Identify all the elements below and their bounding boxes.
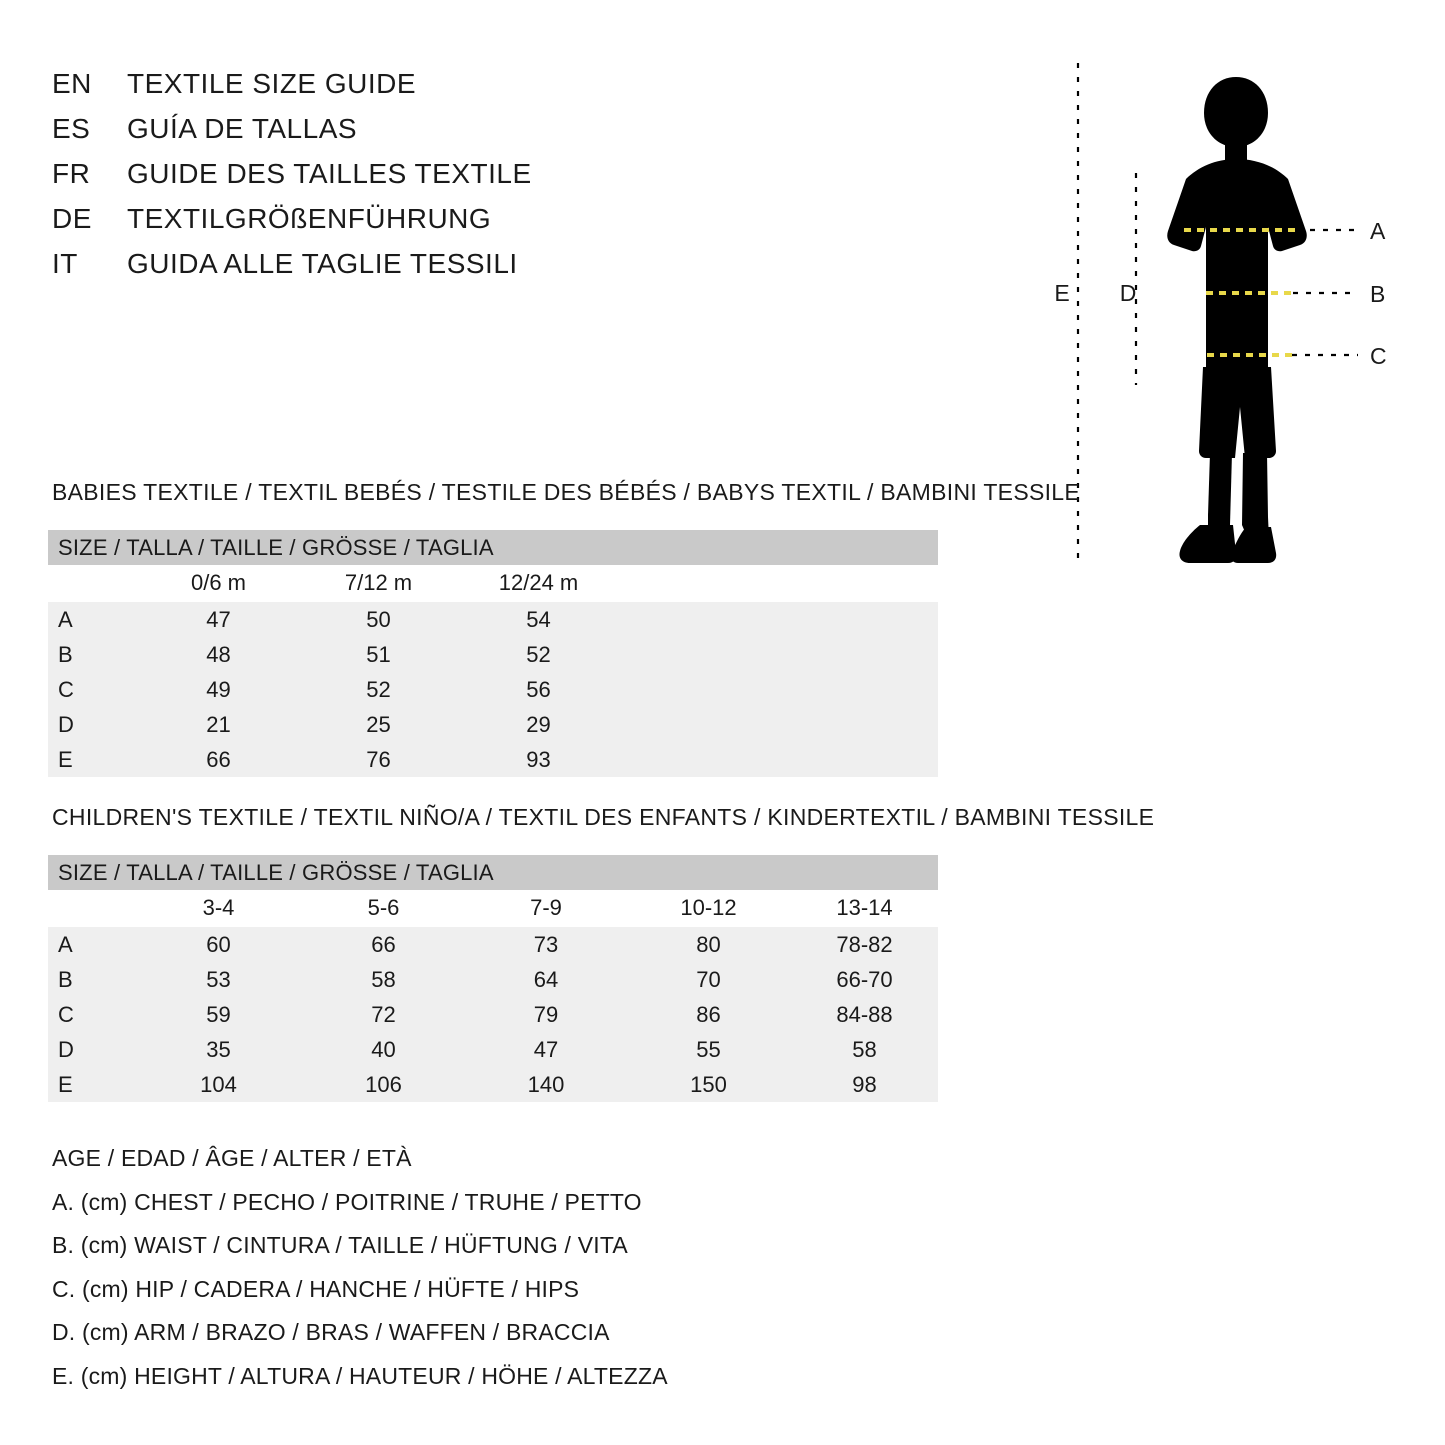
table-sizes-row: [48, 890, 938, 927]
cell-value: 51: [301, 637, 456, 672]
table-row: [48, 742, 938, 777]
table-row: [48, 602, 938, 637]
row-label: D: [48, 707, 136, 742]
cell-value: 58: [301, 962, 466, 997]
legend-line-hip: C. (cm) HIP / CADERA / HANCHE / HÜFTE / HIPS: [52, 1275, 580, 1302]
cell-value: 25: [301, 707, 456, 742]
table-row: [48, 637, 938, 672]
row-label: A: [48, 602, 136, 637]
cell-value: 52: [301, 672, 456, 707]
cell-value: 150: [626, 1067, 791, 1102]
legend-line-waist: B. (cm) WAIST / CINTURA / TAILLE / HÜFTUNG / VITA: [52, 1232, 628, 1258]
children-size-table: [48, 855, 938, 1102]
cell-value: 52: [456, 637, 621, 672]
cell-value: 104: [136, 1067, 301, 1102]
language-row: [52, 248, 672, 293]
babies-size-col-1: 7/12 m: [301, 565, 456, 602]
language-title: TEXTILE SIZE GUIDE: [127, 68, 417, 99]
cell-value: 53: [136, 962, 301, 997]
language-code: DE: [52, 203, 92, 234]
marker-label-d: D: [1119, 280, 1137, 306]
legend-line-height: E. (cm) HEIGHT / ALTURA / HAUTEUR / HÖHE / ALTEZZA: [52, 1362, 668, 1389]
cell-value: 140: [466, 1067, 626, 1102]
language-row: [52, 158, 672, 203]
corner-cell: [48, 565, 136, 602]
language-code: ES: [52, 113, 91, 144]
legend-line-arm: D. (cm) ARM / BRAZO / BRAS / WAFFEN / BRACCIA: [52, 1319, 610, 1345]
cell-value: 66: [136, 742, 301, 777]
cell-value: 54: [456, 602, 621, 637]
body-measurement-diagram: [1040, 55, 1420, 575]
cell-value: 29: [456, 707, 621, 742]
cell-value: 40: [301, 1032, 466, 1067]
cell-value: 76: [301, 742, 456, 777]
row-label: E: [48, 742, 136, 777]
language-title: GUIDE DES TAILLES TEXTILE: [127, 158, 532, 189]
table-row: [48, 707, 938, 742]
cell-value: 98: [791, 1067, 938, 1102]
cell-value: 79: [466, 997, 626, 1032]
cell-value: 80: [626, 927, 791, 962]
babies-size-col-2: 12/24 m: [456, 565, 621, 602]
language-row: [52, 68, 672, 113]
cell-value: 47: [136, 602, 301, 637]
children-section-title: CHILDREN'S TEXTILE / TEXTIL NIÑO/A / TEXTIL DES ENFANTS / KINDERTEXTIL / BAMBINI TESSILE: [52, 804, 1155, 830]
cell-value: 35: [136, 1032, 301, 1067]
cell-value: 66: [301, 927, 466, 962]
marker-label-b: B: [1370, 281, 1386, 307]
spacer-cell: [621, 672, 938, 707]
table-sizes-row: [48, 565, 938, 602]
table-header-row: [48, 855, 938, 890]
spacer-cell: [621, 637, 938, 672]
cell-value: 93: [456, 742, 621, 777]
spacer-cell: [621, 742, 938, 777]
cell-value: 66-70: [791, 962, 938, 997]
language-title: TEXTILGRÖßENFÜHRUNG: [127, 203, 492, 234]
babies-section-title: BABIES TEXTILE / TEXTIL BEBÉS / TESTILE DES BÉBÉS / BABYS TEXTIL / BAMBINI TESSILE: [52, 479, 1081, 505]
babies-table-header: SIZE / TALLA / TAILLE / GRÖSSE / TAGLIA: [48, 530, 938, 565]
legend-line-age: AGE / EDAD / ÂGE / ALTER / ETÀ: [52, 1145, 412, 1171]
table-row: [48, 962, 938, 997]
measurement-legend: [52, 1137, 668, 1398]
table-row: [48, 1032, 938, 1067]
cell-value: 56: [456, 672, 621, 707]
cell-value: 50: [301, 602, 456, 637]
children-size-col-0: 3-4: [136, 890, 301, 927]
cell-value: 64: [466, 962, 626, 997]
corner-cell: [48, 890, 136, 927]
cell-value: 70: [626, 962, 791, 997]
babies-size-col-0: 0/6 m: [136, 565, 301, 602]
table-row: [48, 1067, 938, 1102]
language-code: EN: [52, 68, 92, 99]
row-label: A: [48, 927, 136, 962]
row-label: C: [48, 997, 136, 1032]
row-label: D: [48, 1032, 136, 1067]
cell-value: 84-88: [791, 997, 938, 1032]
cell-value: 49: [136, 672, 301, 707]
language-code: FR: [52, 158, 91, 189]
spacer-cell: [621, 707, 938, 742]
cell-value: 73: [466, 927, 626, 962]
children-size-col-4: 13-14: [791, 890, 938, 927]
row-label: E: [48, 1067, 136, 1102]
language-row: [52, 113, 672, 158]
language-code: IT: [52, 248, 78, 279]
language-title-block: [52, 68, 672, 293]
marker-label-c: C: [1370, 343, 1387, 369]
row-label: C: [48, 672, 136, 707]
table-row: [48, 997, 938, 1032]
cell-value: 60: [136, 927, 301, 962]
spacer-cell: [621, 565, 938, 602]
children-size-col-3: 10-12: [626, 890, 791, 927]
cell-value: 47: [466, 1032, 626, 1067]
child-silhouette-icon: [1167, 77, 1307, 563]
marker-label-e: E: [1054, 280, 1070, 306]
spacer-cell: [621, 602, 938, 637]
language-row: [52, 203, 672, 248]
cell-value: 55: [626, 1032, 791, 1067]
cell-value: 72: [301, 997, 466, 1032]
row-label: B: [48, 637, 136, 672]
cell-value: 106: [301, 1067, 466, 1102]
table-row: [48, 927, 938, 962]
cell-value: 58: [791, 1032, 938, 1067]
cell-value: 21: [136, 707, 301, 742]
children-size-col-2: 7-9: [466, 890, 626, 927]
cell-value: 48: [136, 637, 301, 672]
language-title: GUÍA DE TALLAS: [127, 113, 358, 144]
language-title: GUIDA ALLE TAGLIE TESSILI: [127, 248, 518, 279]
children-table-header: SIZE / TALLA / TAILLE / GRÖSSE / TAGLIA: [48, 855, 938, 890]
marker-label-a: A: [1370, 218, 1386, 244]
legend-line-chest: A. (cm) CHEST / PECHO / POITRINE / TRUHE / PETTO: [52, 1188, 642, 1215]
table-header-row: [48, 530, 938, 565]
cell-value: 59: [136, 997, 301, 1032]
row-label: B: [48, 962, 136, 997]
children-size-col-1: 5-6: [301, 890, 466, 927]
table-row: [48, 672, 938, 707]
babies-size-table: [48, 530, 938, 777]
cell-value: 78-82: [791, 927, 938, 962]
cell-value: 86: [626, 997, 791, 1032]
